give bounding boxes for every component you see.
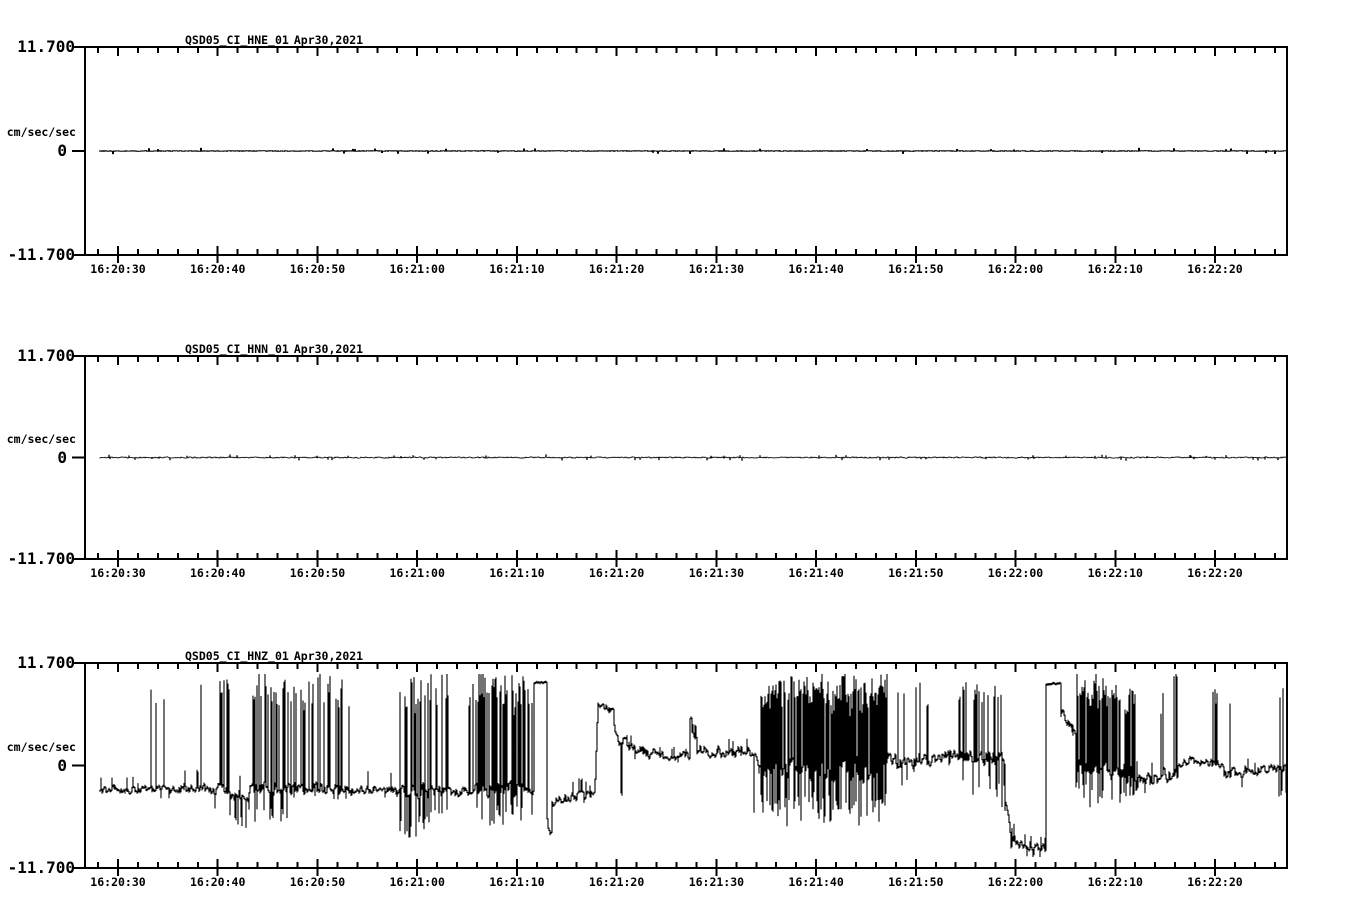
x-tick-label: 16:20:40: [189, 875, 246, 889]
x-tick-label: 16:21:20: [588, 262, 645, 276]
x-tick-label: 16:22:20: [1187, 566, 1243, 580]
y-axis-unit-label: cm/sec/sec: [6, 125, 76, 139]
x-tick-label: 16:22:10: [1087, 566, 1143, 580]
y-axis-min-label: -11.700: [7, 549, 75, 568]
y-axis-unit-label: cm/sec/sec: [6, 739, 76, 754]
x-tick-label: 16:21:10: [489, 262, 545, 276]
x-tick-label: 16:21:10: [489, 566, 545, 580]
x-tick-label: 16:22:00: [987, 566, 1044, 580]
date-label: Apr30,2021: [293, 649, 364, 663]
x-tick-label: 16:21:00: [389, 566, 445, 580]
x-tick-label: 16:20:40: [189, 262, 246, 276]
x-tick-label: 16:22:00: [987, 875, 1044, 889]
x-tick-label: 16:21:30: [688, 262, 745, 276]
x-tick-label: 16:20:50: [289, 875, 346, 889]
x-tick-label: 16:22:10: [1087, 875, 1143, 889]
x-tick-label: 16:20:50: [289, 262, 346, 276]
x-tick-label: 16:21:50: [888, 262, 944, 276]
y-axis-min-label: -11.700: [7, 858, 75, 877]
station-channel-label: QSD05_CI_HNE_01: [185, 33, 289, 47]
x-tick-label: 16:21:30: [688, 875, 745, 889]
x-tick-label: 16:20:50: [289, 566, 346, 580]
station-channel-label: QSD05_CI_HNZ_01: [185, 649, 289, 663]
x-tick-label: 16:21:10: [489, 875, 545, 889]
date-label: Apr30,2021: [293, 342, 364, 356]
x-tick-label: 16:21:50: [888, 566, 944, 580]
x-tick-label: 16:21:00: [389, 262, 445, 276]
x-tick-label: 16:21:50: [888, 875, 944, 889]
y-axis-zero-label: 0: [57, 447, 67, 467]
x-tick-label: 16:21:30: [688, 566, 745, 580]
date-label: Apr30,2021: [293, 33, 364, 47]
x-tick-label: 16:20:30: [90, 566, 146, 580]
x-tick-label: 16:20:30: [90, 262, 146, 276]
x-tick-label: 16:22:20: [1187, 875, 1243, 889]
x-tick-label: 16:22:20: [1187, 262, 1243, 276]
y-axis-min-label: -11.700: [7, 245, 75, 264]
station-channel-label: QSD05_CI_HNN_01: [185, 342, 289, 356]
x-tick-label: 16:22:00: [987, 262, 1044, 276]
x-tick-label: 16:21:40: [788, 875, 844, 889]
y-axis-zero-label: 0: [57, 141, 67, 160]
y-axis-max-label: 11.700: [17, 346, 75, 365]
y-axis-max-label: 11.700: [17, 653, 75, 672]
x-tick-label: 16:20:40: [189, 566, 246, 580]
x-tick-label: 16:21:40: [788, 566, 844, 580]
x-tick-label: 16:20:30: [90, 875, 146, 889]
x-tick-label: 16:21:20: [588, 875, 645, 889]
y-axis-zero-label: 0: [57, 755, 67, 775]
x-tick-label: 16:22:10: [1087, 262, 1143, 276]
x-tick-label: 16:21:20: [588, 566, 645, 580]
x-tick-label: 16:21:00: [389, 875, 445, 889]
y-axis-unit-label: cm/sec/sec: [6, 431, 76, 446]
x-tick-label: 16:21:40: [788, 262, 844, 276]
y-axis-max-label: 11.700: [17, 37, 75, 56]
